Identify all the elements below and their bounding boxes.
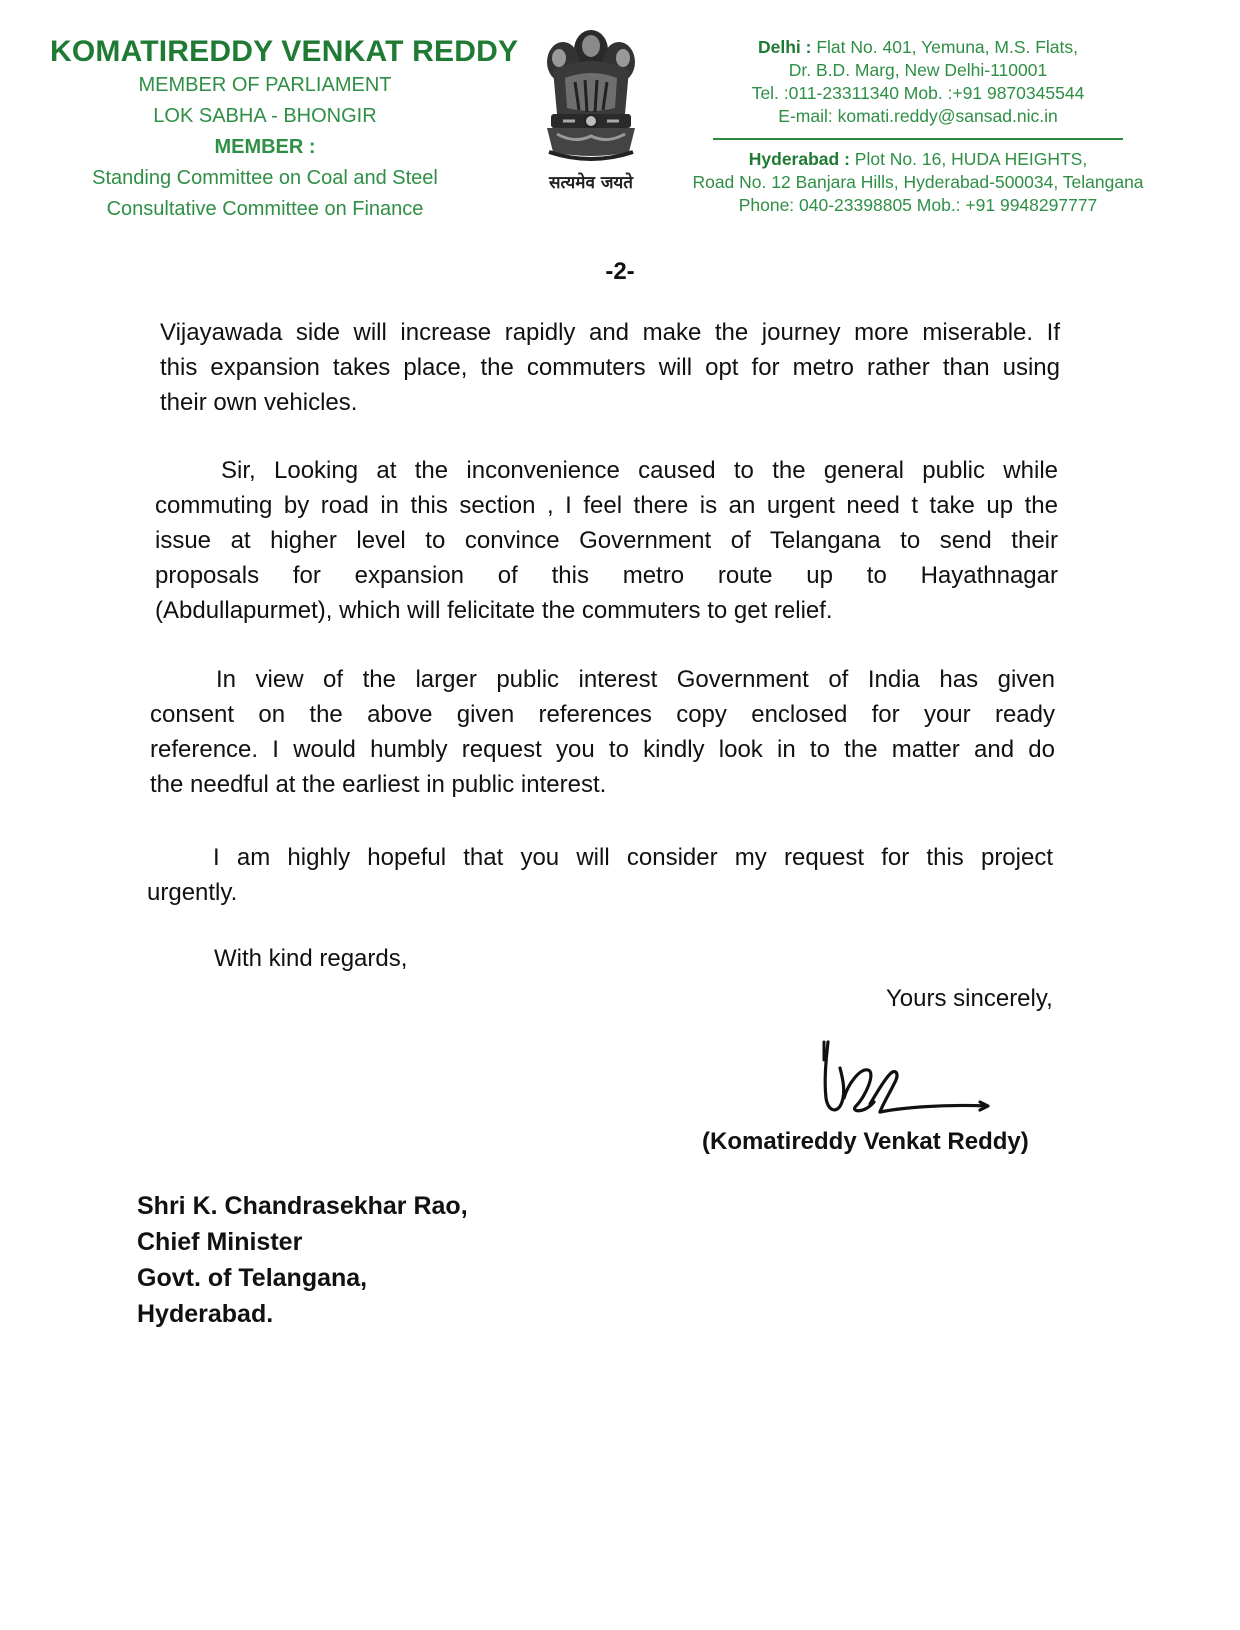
paragraph-line: proposals for expansion of this metro route up to Hayathnagar bbox=[155, 562, 1058, 589]
hyderabad-address-2: Road No. 12 Banjara Hills, Hyderabad-500034, Telangana bbox=[692, 172, 1144, 192]
paragraph-line: (Abdullapurmet), which will felicitate the commuters to get relief. bbox=[155, 597, 833, 624]
paragraph-4 bbox=[147, 840, 1053, 910]
paragraph-line bbox=[150, 662, 1055, 697]
paragraph-line: consent on the above given references copy enclosed for your ready bbox=[150, 701, 1055, 728]
paragraph-2 bbox=[155, 453, 1058, 628]
paragraph-line: Vijayawada side will increase rapidly and make the journey more miserable. If bbox=[160, 319, 1060, 346]
closing-regards: With kind regards, bbox=[214, 945, 408, 972]
hyderabad-phone: Phone: 040-23398805 Mob.: +91 9948297777 bbox=[738, 195, 1098, 215]
signatory-name: (Komatireddy Venkat Reddy) bbox=[702, 1128, 1029, 1155]
delhi-email: E-mail: komati.reddy@sansad.nic.in bbox=[778, 106, 1058, 126]
paragraph-line bbox=[155, 453, 1058, 488]
sender-designation: MEMBER OF PARLIAMENT bbox=[138, 74, 392, 96]
addressee-line: Hyderabad. bbox=[137, 1300, 274, 1328]
paragraph-text: Sir, Looking at the inconvenience caused to the general public while bbox=[221, 457, 1058, 484]
sender-constituency: LOK SABHA - BHONGIR bbox=[153, 105, 377, 127]
paragraph-line: their own vehicles. bbox=[160, 389, 358, 416]
paragraph-text: I am highly hopeful that you will consider my request for this project bbox=[213, 844, 1053, 871]
ashoka-emblem-icon bbox=[535, 22, 647, 172]
letterhead-right bbox=[678, 36, 1158, 217]
committee-1: Standing Committee on Coal and Steel bbox=[92, 167, 438, 189]
addressee-line: Chief Minister bbox=[137, 1228, 303, 1256]
paragraph-3 bbox=[150, 662, 1055, 802]
national-emblem bbox=[535, 22, 647, 192]
addressee-line: Shri K. Chandrasekhar Rao, bbox=[137, 1192, 468, 1220]
address-divider bbox=[713, 138, 1123, 140]
delhi-label: Delhi : bbox=[757, 37, 812, 57]
emblem-motto: सत्यमेव जयते bbox=[549, 173, 633, 193]
closing-sincerely: Yours sincerely, bbox=[886, 985, 1053, 1012]
delhi-phone: Tel. :011-23311340 Mob. :+91 9870345544 bbox=[751, 83, 1085, 103]
page-number: -2- bbox=[605, 258, 635, 285]
paragraph-line bbox=[147, 840, 1053, 875]
paragraph-line: issue at higher level to convince Government of Telangana to send their bbox=[155, 527, 1058, 554]
letterhead-left bbox=[50, 34, 519, 225]
paragraph-line: reference. I would humbly request you to kindly look in to the matter and do bbox=[150, 736, 1055, 763]
delhi-address-1: Flat No. 401, Yemuna, M.S. Flats, bbox=[816, 37, 1078, 57]
paragraph-text: In view of the larger public interest Government of India has given bbox=[216, 666, 1055, 693]
hyderabad-line-1 bbox=[678, 148, 1158, 171]
addressee-line: Govt. of Telangana, bbox=[137, 1264, 368, 1292]
committee-2: Consultative Committee on Finance bbox=[106, 198, 424, 220]
sender-name: KOMATIREDDY VENKAT REDDY bbox=[50, 35, 519, 68]
member-label: MEMBER : bbox=[214, 136, 316, 158]
hyderabad-address-1: Plot No. 16, HUDA HEIGHTS, bbox=[854, 149, 1088, 169]
delhi-address-2: Dr. B.D. Marg, New Delhi-110001 bbox=[788, 60, 1048, 80]
paragraph-line: commuting by road in this section , I feel there is an urgent need t take up the bbox=[155, 492, 1058, 519]
paragraph-line: this expansion takes place, the commuters will opt for metro rather than using bbox=[160, 354, 1060, 381]
paragraph-1 bbox=[160, 315, 1060, 420]
paragraph-line: urgently. bbox=[147, 879, 238, 906]
paragraph-line: the needful at the earliest in public interest. bbox=[150, 771, 607, 798]
addressee-block bbox=[137, 1188, 468, 1332]
hyderabad-label: Hyderabad : bbox=[748, 149, 850, 169]
delhi-line-1 bbox=[678, 36, 1158, 59]
